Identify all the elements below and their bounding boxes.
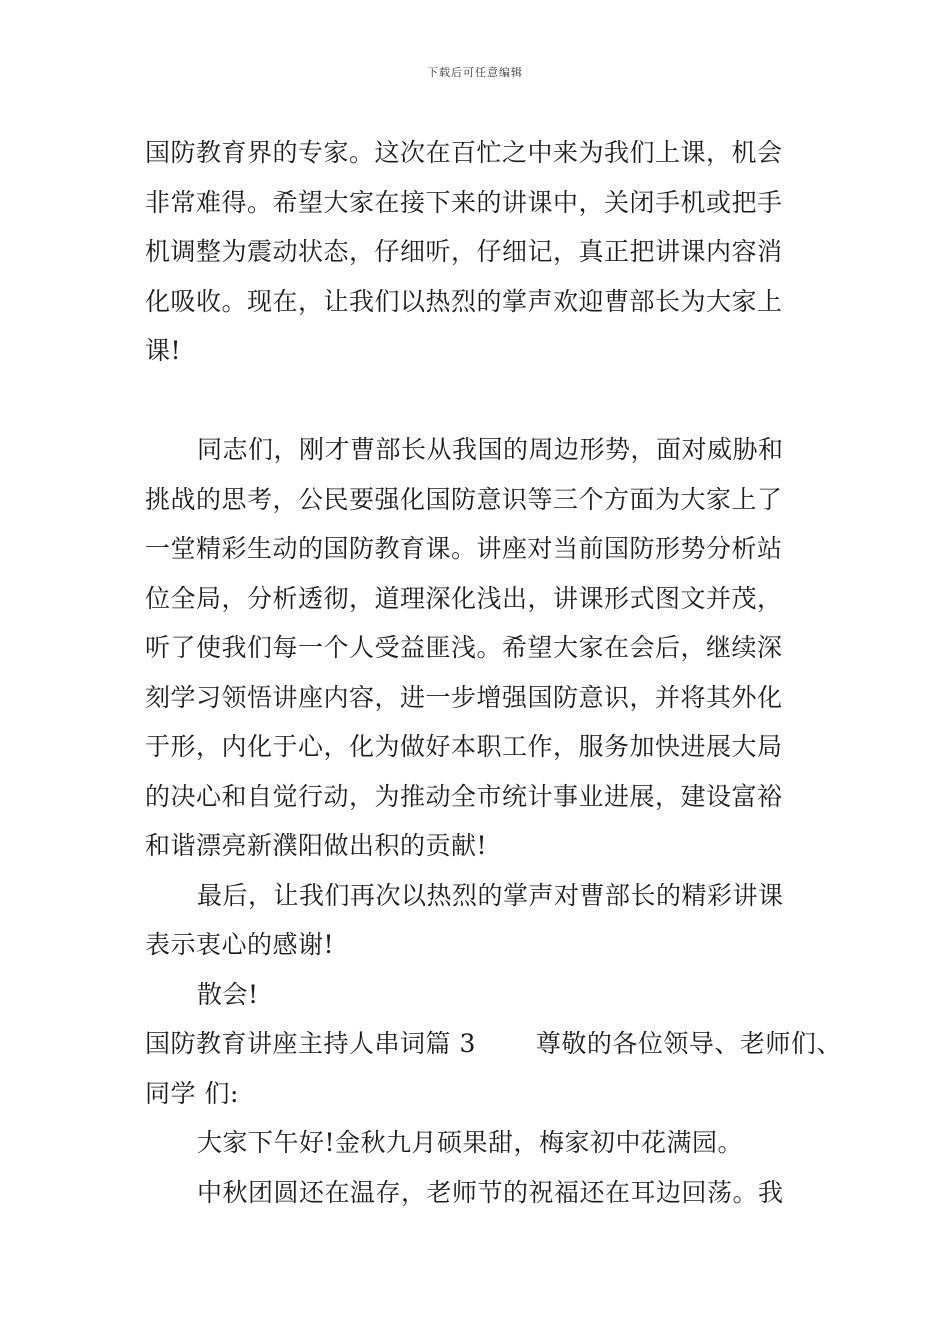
paragraph-thanks [145, 871, 815, 970]
text-line: 机调整为震动状态，仔细听，仔细记，真正把讲课内容消 [145, 237, 783, 266]
greeting-end: 同学 们: [145, 1078, 239, 1108]
text-line: 和谐漂亮新濮阳做出积的贡献! [145, 831, 488, 860]
paragraph-summary [145, 425, 815, 871]
text-line: 国防教育界的专家。这次在百忙之中来为我们上课，机会 [145, 138, 783, 167]
text-line: 刻学习领悟讲座内容，进一步增强国防意识，并将其外化 [145, 682, 783, 712]
greeting-start: 尊敬的各位领导、老师们、 [535, 1029, 842, 1058]
document-body [145, 128, 842, 1217]
paragraph-opening [145, 1118, 815, 1217]
section-title: 国防教育讲座主持人串词篇 3 [145, 1029, 476, 1058]
closing-text: 散会! [197, 979, 259, 1009]
text-line: 于形，内化于心，化为做好本职工作，服务加快进展大局 [145, 732, 783, 761]
section-heading-line [145, 1019, 842, 1069]
text-line: 课! [145, 336, 182, 365]
page-header-note: 下载后可任意编辑 [427, 66, 523, 79]
text-line: 挑战的思考，公民要强化国防意识等三个方面为大家上了 [145, 484, 783, 514]
text-line: 大家下午好!金秋九月硕果甜，梅家初中花满园。 [197, 1128, 744, 1157]
paragraph-spacer [145, 376, 815, 426]
text-line: 位全局，分析透彻，道理深化浅出，讲课形式图文并茂， [145, 583, 783, 613]
text-line: 表示衷心的感谢! [145, 930, 335, 959]
paragraph-intro-closing [145, 128, 815, 376]
text-line: 一堂精彩生动的国防教育课。讲座对当前国防形势分析站 [145, 534, 783, 563]
text-line: 的决心和自觉行动，为推动全市统计事业进展，建设富裕 [145, 781, 783, 811]
text-line: 听了使我们每一个人受益匪浅。希望大家在会后，继续深 [145, 633, 783, 662]
text-line: 化吸收。现在，让我们以热烈的掌声欢迎曹部长为大家上 [145, 286, 783, 316]
text-line: 中秋团圆还在温存，老师节的祝福还在耳边回荡。我 [197, 1177, 784, 1207]
text-line: 非常难得。希望大家在接下来的讲课中，关闭手机或把手 [145, 187, 783, 217]
text-line: 最后，让我们再次以热烈的掌声对曹部长的精彩讲课 [197, 880, 784, 910]
text-line: 同志们，刚才曹部长从我国的周边形势，面对威胁和 [197, 435, 784, 464]
